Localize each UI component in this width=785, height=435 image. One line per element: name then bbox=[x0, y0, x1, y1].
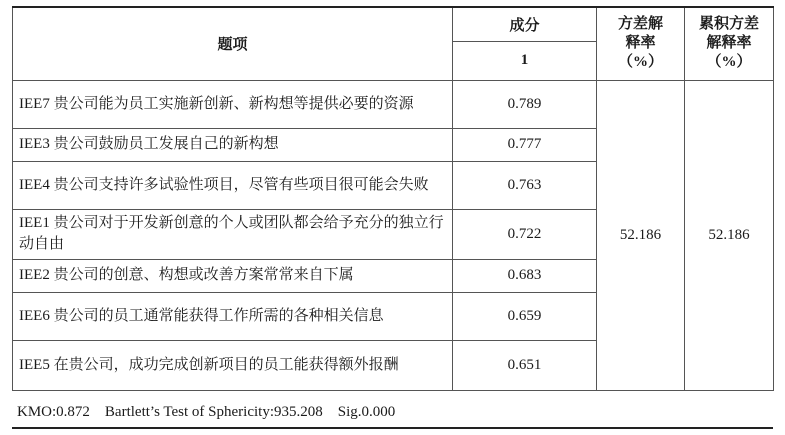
table-row bbox=[13, 80, 774, 128]
component-column-header: 成分 bbox=[453, 7, 597, 41]
loading-value: 0.722 bbox=[453, 209, 597, 259]
variance-column-header bbox=[597, 7, 685, 80]
item-text: IEE7 贵公司能为员工实施新创新、新构想等提供必要的资源 bbox=[13, 80, 453, 128]
cumulative-column-header bbox=[685, 7, 774, 80]
component-number-header: 1 bbox=[453, 41, 597, 80]
loading-value: 0.763 bbox=[453, 161, 597, 209]
loading-value: 0.651 bbox=[453, 340, 597, 390]
loading-value: 0.789 bbox=[453, 80, 597, 128]
variance-header-line-2: 释率 bbox=[625, 35, 656, 52]
item-column-header: 题项 bbox=[13, 7, 453, 80]
cumulative-header-line-3: （%） bbox=[706, 54, 752, 71]
item-text: IEE2 贵公司的创意、构想或改善方案常常来自下属 bbox=[13, 259, 453, 292]
item-text: IEE6 贵公司的员工通常能获得工作所需的各种相关信息 bbox=[13, 292, 453, 340]
variance-explained-value: 52.186 bbox=[597, 80, 685, 390]
item-text: IEE4 贵公司支持许多试验性项目，尽管有些项目很可能会失败 bbox=[13, 161, 453, 209]
item-text: IEE3 贵公司鼓励员工发展自己的新构想 bbox=[13, 128, 453, 161]
cumulative-variance-value: 52.186 bbox=[685, 80, 774, 390]
loading-value: 0.683 bbox=[453, 259, 597, 292]
variance-header-line-1: 方差解 bbox=[617, 16, 663, 33]
loading-value: 0.777 bbox=[453, 128, 597, 161]
cumulative-header-line-2: 解释率 bbox=[706, 35, 752, 52]
factor-table-wrapper bbox=[12, 6, 773, 391]
item-text: IEE1 贵公司对于开发新创意的个人或团队都会给予充分的独立行动自由 bbox=[13, 209, 453, 259]
variance-header-line-3: （%） bbox=[617, 54, 663, 71]
loading-value: 0.659 bbox=[453, 292, 597, 340]
cumulative-header-line-1: 累积方差 bbox=[698, 16, 759, 33]
header-row-1 bbox=[13, 7, 774, 41]
item-text: IEE5 在贵公司，成功完成创新项目的员工能获得额外报酬 bbox=[13, 340, 453, 390]
table-footnote: KMO:0.872 Bartlett’s Test of Sphericity:935.208 Sig.0.000 bbox=[12, 397, 773, 429]
factor-analysis-table bbox=[12, 6, 774, 391]
